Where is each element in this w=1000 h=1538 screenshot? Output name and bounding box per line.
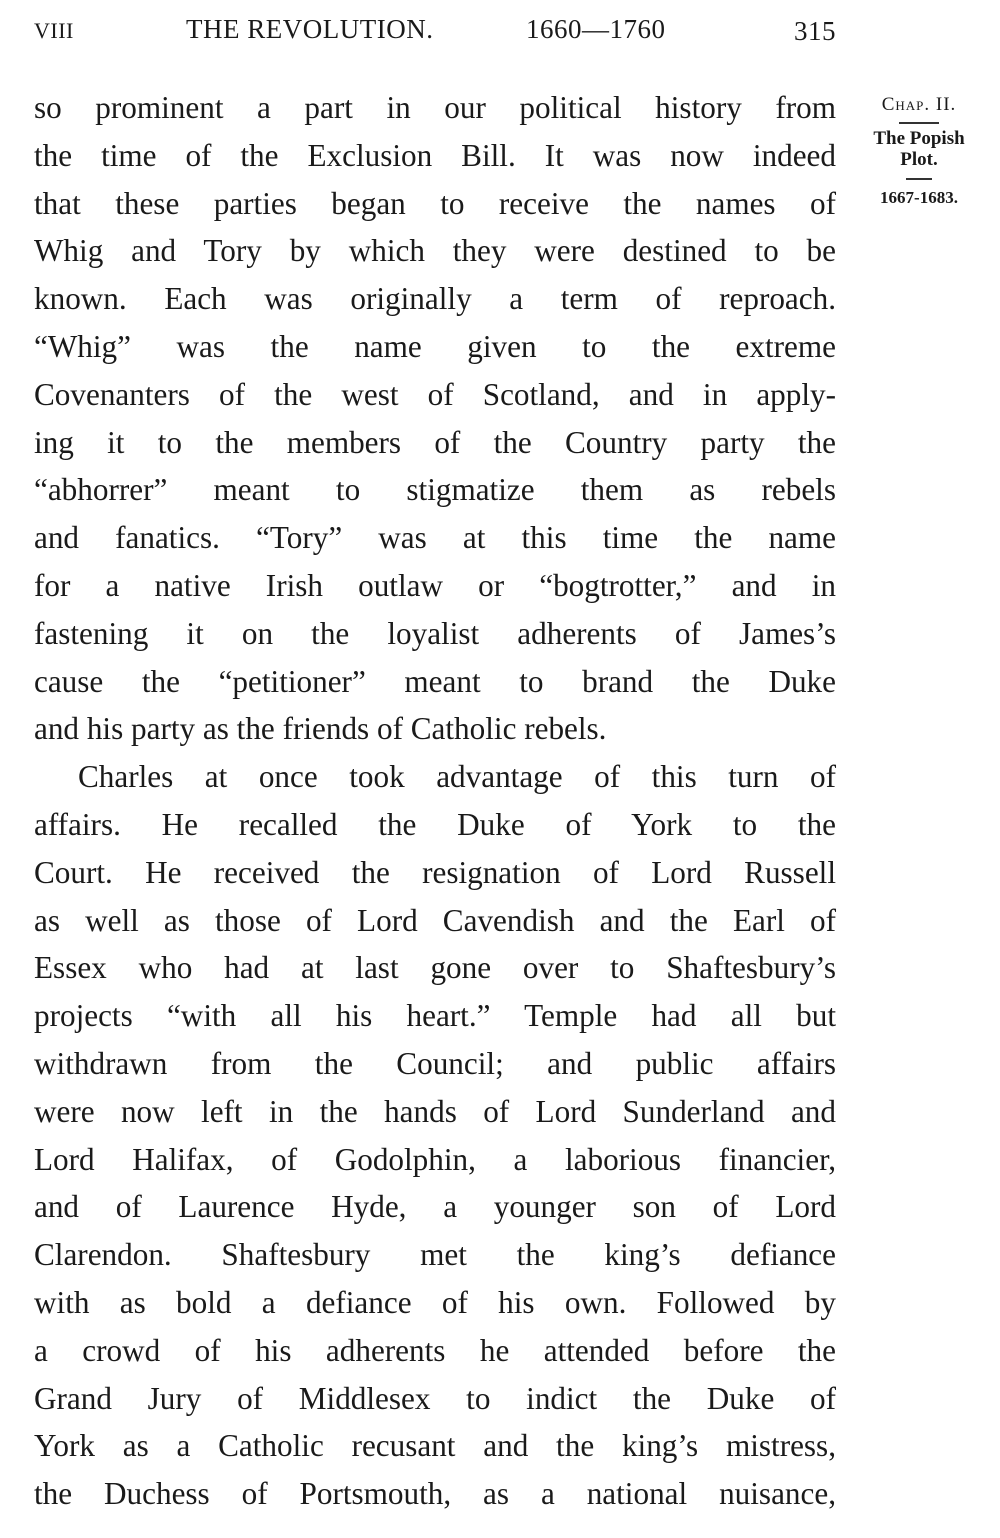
page-number: 315 [794, 16, 836, 46]
text-line: withdrawn from the Council; and public affairs [34, 1045, 836, 1081]
paragraph-1 [34, 84, 836, 753]
running-head [34, 14, 836, 54]
text-line: cause the “petitioner” meant to brand the Duke [34, 663, 836, 699]
text-line: Essex who had at last gone over to Shaftesbury’s [34, 950, 836, 986]
margin-note-rule [899, 122, 939, 124]
text-line: Clarendon. Shaftesbury met the king’s defiance [34, 1237, 836, 1273]
text-line: affairs. He recalled the Duke of York to the [34, 806, 836, 842]
text-line: so prominent a part in our political history from [34, 90, 836, 125]
text-line: Covenanters of the west of Scotland, and in apply- [34, 376, 836, 412]
text-line: known. Each was originally a term of reproach. [34, 281, 836, 317]
text-line: and his party as the friends of Catholic rebels. [34, 711, 607, 747]
margin-note [848, 94, 990, 208]
text-line: were now left in the hands of Lord Sunderland and [34, 1093, 836, 1129]
text-line: “abhorrer” meant to stigmatize them as rebels [34, 472, 836, 508]
text-line: and of Laurence Hyde, a younger son of Lord [34, 1189, 836, 1225]
margin-note-years: 1667-1683. [880, 187, 958, 207]
text-line: for a native Irish outlaw or “bogtrotter,” and in [34, 567, 836, 603]
text-line: Lord Halifax, of Godolphin, a laborious financier, [34, 1141, 836, 1177]
text-line: Whig and Tory by which they were destined to be [34, 233, 836, 269]
paragraph-2 [34, 753, 836, 1518]
running-head-chapter: VIII [34, 18, 74, 43]
text-line: and fanatics. “Tory” was at this time the name [34, 520, 836, 556]
text-line: Court. He received the resignation of Lord Russell [34, 854, 836, 890]
running-head-dates: 1660—1760 [526, 14, 666, 44]
text-line: Charles at once took advantage of this turn of [78, 759, 836, 795]
text-line: projects “with all his heart.” Temple had all but [34, 998, 836, 1034]
margin-note-rule-small [906, 178, 932, 180]
text-line: fastening it on the loyalist adherents of James’s [34, 615, 836, 651]
text-line: that these parties began to receive the names of [34, 185, 836, 221]
text-line: the time of the Exclusion Bill. It was now indeed [34, 137, 836, 173]
body-text [34, 84, 836, 1518]
text-line: “Whig” was the name given to the extreme [34, 328, 836, 364]
margin-note-chapter: Chap. II. [881, 94, 957, 115]
margin-note-topic-line2: Plot. [900, 149, 938, 170]
text-line: as well as those of Lord Cavendish and the Earl of [34, 902, 836, 938]
running-head-title: THE REVOLUTION. [186, 14, 434, 44]
text-line: ing it to the members of the Country party the [34, 424, 836, 460]
text-line: the Duchess of Portsmouth, as a national nuisance, [34, 1476, 836, 1512]
margin-note-topic-line1: The Popish [873, 128, 965, 149]
text-line: Grand Jury of Middlesex to indict the Duke of [34, 1380, 836, 1416]
text-line: York as a Catholic recusant and the king’s mistress, [34, 1428, 836, 1464]
text-line: with as bold a defiance of his own. Followed by [34, 1284, 836, 1320]
text-line: a crowd of his adherents he attended before the [34, 1332, 836, 1368]
